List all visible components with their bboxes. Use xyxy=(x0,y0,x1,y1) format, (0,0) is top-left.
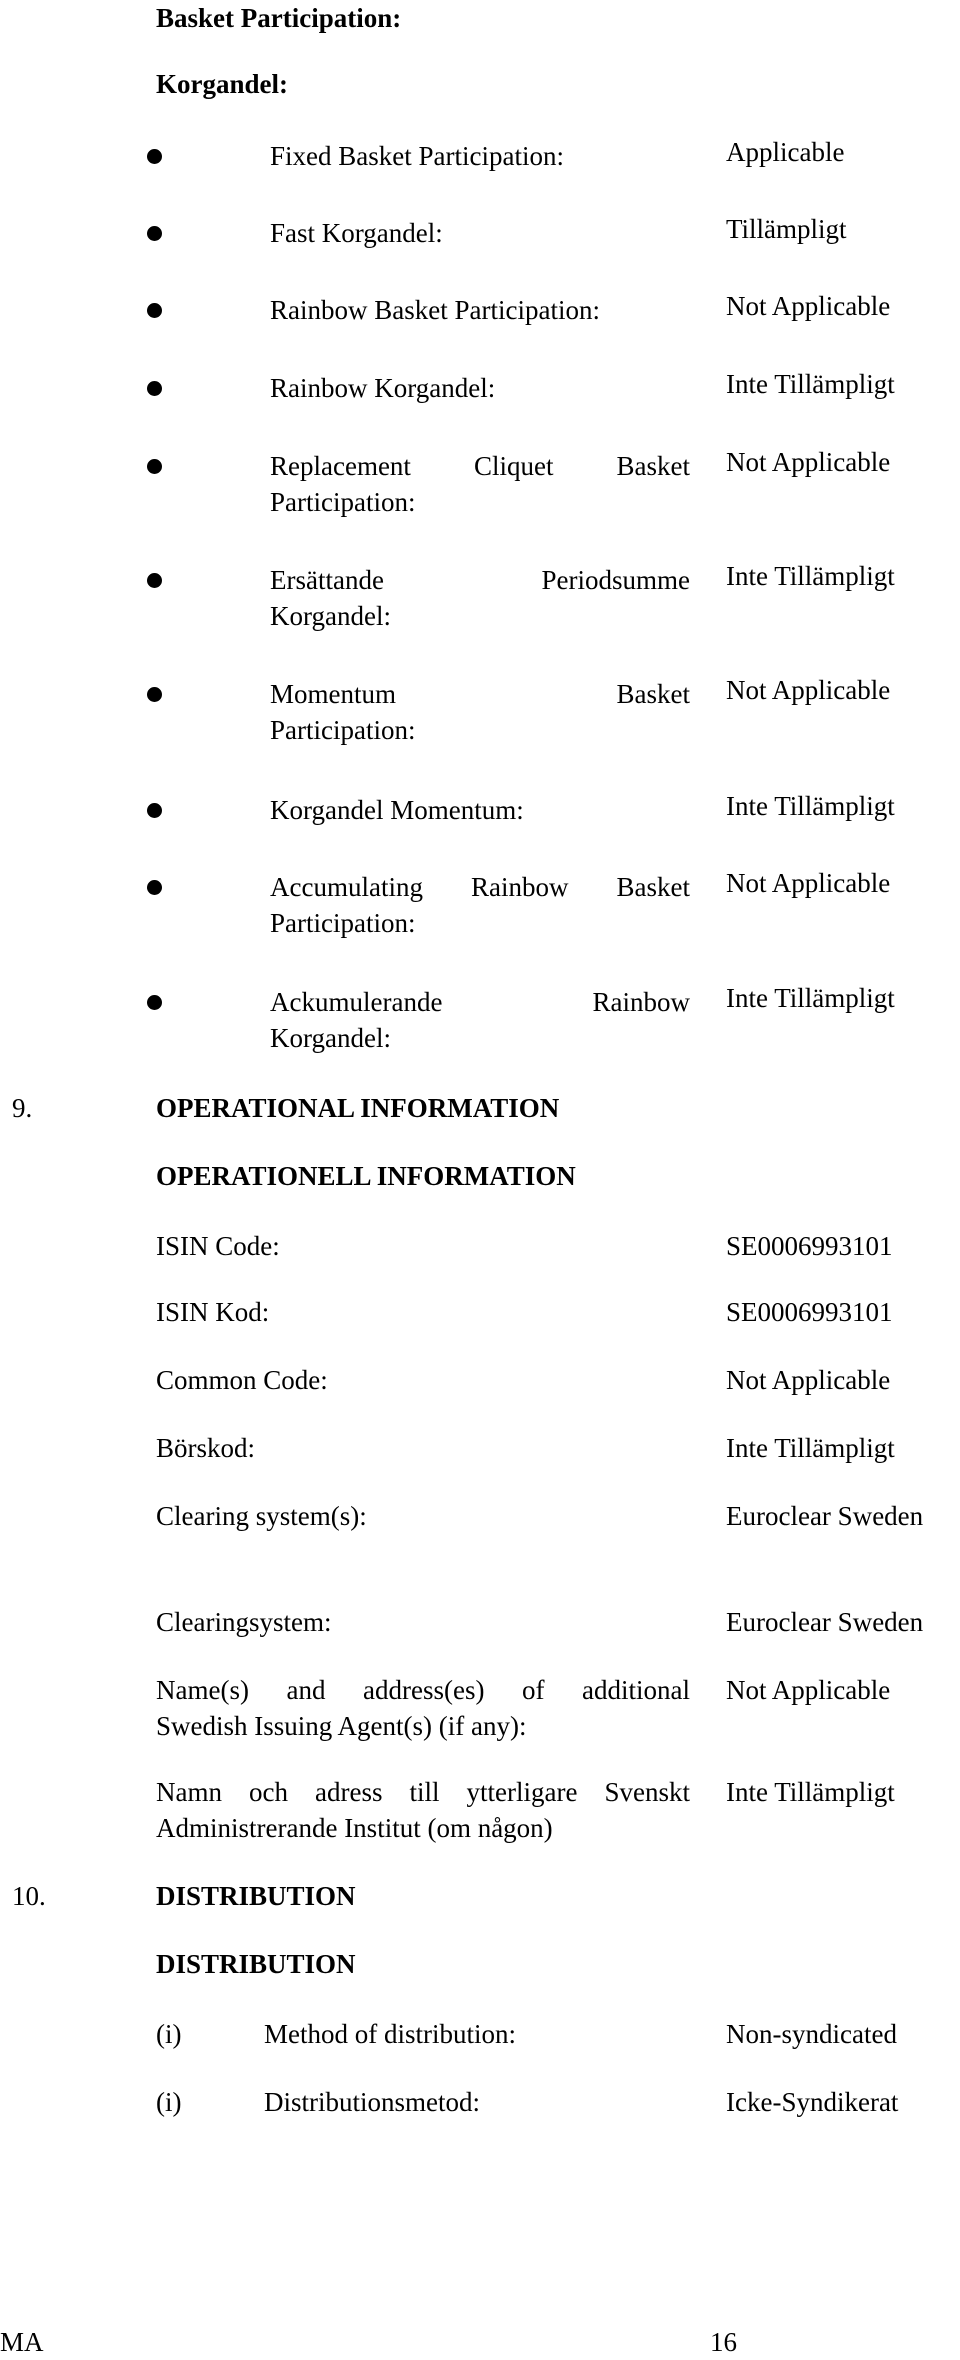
bullet-icon xyxy=(147,381,162,396)
bullet-icon xyxy=(147,687,162,702)
bullet-icon xyxy=(147,226,162,241)
issuing-agent-value: Not Applicable xyxy=(726,1675,891,1705)
basket-item-label: Korgandel Momentum: xyxy=(270,795,524,825)
section-number: 10. xyxy=(12,1881,46,1911)
administrerande-institut-label: Namn och adress till ytterligare Svenskt Administrerande Institut (om någon) xyxy=(156,1777,690,1843)
bullet-icon xyxy=(147,459,162,474)
isin-kod-value: SE0006993101 xyxy=(726,1297,893,1327)
isin-kod-label: ISIN Kod: xyxy=(156,1297,270,1327)
section-number: 9. xyxy=(12,1093,33,1123)
method-of-distribution-value: Non-syndicated xyxy=(726,2019,897,2049)
borskod-label: Börskod: xyxy=(156,1433,256,1463)
item-index: (i) xyxy=(156,2087,182,2117)
basket-item-value: Not Applicable xyxy=(726,291,891,321)
basket-item-value: Inte Tillämpligt xyxy=(726,983,895,1013)
bullet-icon xyxy=(147,149,162,164)
section-title: OPERATIONAL INFORMATION xyxy=(156,1093,560,1123)
heading-korgandel: Korgandel: xyxy=(156,69,288,99)
basket-item-value: Tillämpligt xyxy=(726,214,847,244)
heading-basket-participation: Basket Participation: xyxy=(156,3,402,33)
basket-item-label: Fast Korgandel: xyxy=(270,218,443,248)
section-subtitle: OPERATIONELL INFORMATION xyxy=(156,1161,576,1191)
borskod-value: Inte Tillämpligt xyxy=(726,1433,895,1463)
issuing-agent-label: Name(s) and address(es) of additional Swedish Issuing Agent(s) (if any): xyxy=(156,1675,690,1741)
common-code-value: Not Applicable xyxy=(726,1365,891,1395)
basket-item-label: Ackumulerande Rainbow Korgandel: xyxy=(270,987,690,1053)
section-subtitle: DISTRIBUTION xyxy=(156,1949,356,1979)
basket-item-value: Not Applicable xyxy=(726,675,891,705)
distributionsmetod-value: Icke-Syndikerat xyxy=(726,2087,899,2117)
basket-item-value: Inte Tillämpligt xyxy=(726,561,895,591)
basket-item-value: Inte Tillämpligt xyxy=(726,369,895,399)
method-of-distribution-label: Method of distribution: xyxy=(264,2019,516,2049)
clearing-system-value: Euroclear Sweden xyxy=(726,1501,924,1531)
bullet-icon xyxy=(147,573,162,588)
administrerande-institut-value: Inte Tillämpligt xyxy=(726,1777,895,1807)
footer-left: MA xyxy=(0,2327,44,2357)
basket-item-label: Momentum Basket Participation: xyxy=(270,679,690,745)
clearingsystem-value: Euroclear Sweden xyxy=(726,1607,924,1637)
basket-item-label: Fixed Basket Participation: xyxy=(270,141,564,171)
basket-item-value: Not Applicable xyxy=(726,447,891,477)
basket-item-label: Rainbow Korgandel: xyxy=(270,373,496,403)
bullet-icon xyxy=(147,995,162,1010)
clearingsystem-label: Clearingsystem: xyxy=(156,1607,332,1637)
distributionsmetod-label: Distributionsmetod: xyxy=(264,2087,480,2117)
common-code-label: Common Code: xyxy=(156,1365,328,1395)
page-number: 16 xyxy=(710,2327,737,2357)
basket-item-label: Accumulating Rainbow Basket Participation: xyxy=(270,872,690,938)
clearing-system-label: Clearing system(s): xyxy=(156,1501,367,1531)
bullet-icon xyxy=(147,303,162,318)
section-title: DISTRIBUTION xyxy=(156,1881,356,1911)
bullet-icon xyxy=(147,880,162,895)
basket-item-value: Applicable xyxy=(726,137,845,167)
isin-code-value: SE0006993101 xyxy=(726,1231,893,1261)
basket-item-value: Not Applicable xyxy=(726,868,891,898)
bullet-icon xyxy=(147,803,162,818)
basket-item-label: Ersättande Periodsumme Korgandel: xyxy=(270,565,690,631)
basket-item-label: Rainbow Basket Participation: xyxy=(270,295,600,325)
basket-item-label: Replacement Cliquet Basket Participation: xyxy=(270,451,690,517)
item-index: (i) xyxy=(156,2019,182,2049)
isin-code-label: ISIN Code: xyxy=(156,1231,280,1261)
basket-item-value: Inte Tillämpligt xyxy=(726,791,895,821)
